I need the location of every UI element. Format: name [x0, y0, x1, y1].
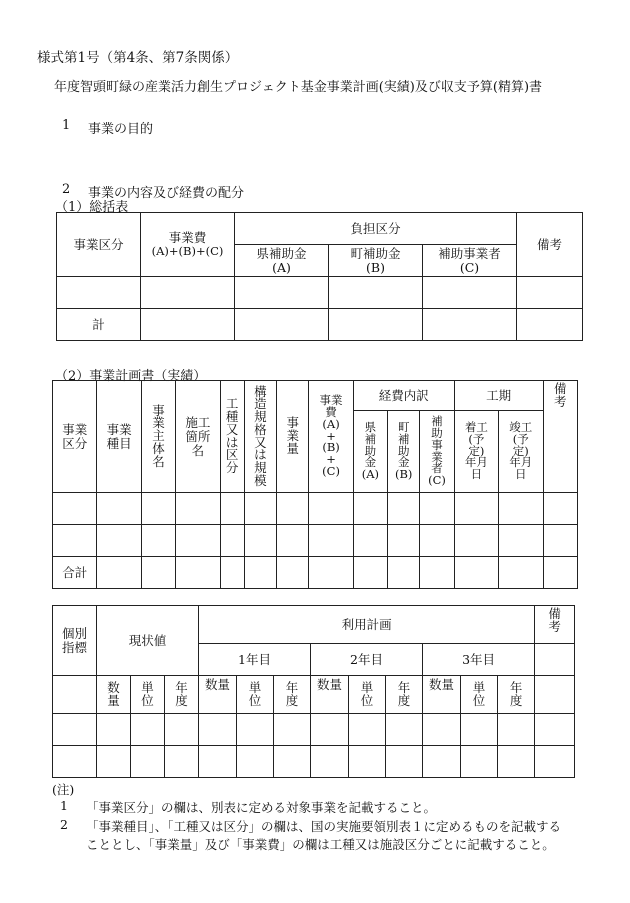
- header-jigyohi-label: 事業費: [168, 230, 207, 246]
- table-cell[interactable]: [388, 557, 420, 589]
- header-suryo: 数量: [199, 676, 237, 714]
- table-row: [53, 746, 575, 778]
- table-cell[interactable]: [423, 746, 461, 778]
- summary-table-caption: （1）総括表: [55, 200, 129, 215]
- header-jigyohi-formula: (A)+(B)+(C): [151, 244, 224, 259]
- table-cell[interactable]: [311, 746, 349, 778]
- header-jigyo-kubun: 事業 区分: [53, 381, 97, 493]
- table-cell[interactable]: [388, 493, 420, 525]
- header-year-1: 1年目: [199, 644, 311, 676]
- table-cell[interactable]: [461, 714, 498, 746]
- form-number-label: 様式第1号（第4条、第7条関係）: [37, 50, 239, 66]
- header-cho-hojokin: 町 補 助 金 (B): [388, 411, 420, 493]
- table-cell[interactable]: [329, 309, 423, 341]
- header-jigyohi: [141, 213, 235, 277]
- header-biko: 備 考: [543, 381, 577, 493]
- table-cell[interactable]: [454, 525, 498, 557]
- table-cell[interactable]: [53, 714, 97, 746]
- table-cell[interactable]: [141, 493, 175, 525]
- table-cell[interactable]: [388, 525, 420, 557]
- table-cell[interactable]: [353, 493, 387, 525]
- table-cell: [535, 676, 575, 714]
- table-cell[interactable]: [131, 746, 165, 778]
- note-2-text-line-2: こととし、「事業量」及び「事業費」の欄は工種又は施設区分ごとに記載すること。: [86, 837, 555, 852]
- header-shunko: 竣工 (予 定) 年月 日: [499, 411, 543, 493]
- table-cell[interactable]: [237, 714, 274, 746]
- table-cell[interactable]: [499, 557, 543, 589]
- header-jigyoryo: 事 業 量: [277, 381, 309, 493]
- header-biko: 備考: [517, 213, 583, 277]
- plan-table-caption: （2）事業計画書（実績）: [55, 369, 207, 384]
- header-jigyo-shumoku: 事業 種目: [97, 381, 141, 493]
- header-hojo-jigyosha: 補 助 事 業 者 (C): [420, 411, 454, 493]
- table-row: [57, 277, 583, 309]
- table-cell[interactable]: [244, 557, 276, 589]
- header-nendo: 年 度: [386, 676, 423, 714]
- table-cell[interactable]: [535, 714, 575, 746]
- header-cho-hojokin: [329, 245, 423, 277]
- header-cho-label: 町補助金: [350, 245, 401, 261]
- table-cell[interactable]: [97, 525, 141, 557]
- table-cell[interactable]: [311, 714, 349, 746]
- table-cell[interactable]: [141, 557, 175, 589]
- table-cell: [535, 644, 575, 676]
- header-genjo-chi: 現状値: [97, 606, 199, 676]
- table-cell[interactable]: [454, 493, 498, 525]
- header-biko: 備 考: [535, 606, 575, 644]
- table-cell[interactable]: [517, 309, 583, 341]
- section-1-number: 1: [62, 118, 71, 133]
- header-suryo: 数 量: [97, 676, 131, 714]
- header-year-2: 2年目: [311, 644, 423, 676]
- table-cell[interactable]: [309, 557, 353, 589]
- header-suryo: 数量: [423, 676, 461, 714]
- header-nendo: 年 度: [498, 676, 535, 714]
- header-hojo-jigyosha: [423, 245, 517, 277]
- header-tani: 単 位: [131, 676, 165, 714]
- table-cell[interactable]: [499, 493, 543, 525]
- total-label: 合計: [53, 557, 97, 589]
- header-seko-kasho: 施工 箇所 名: [176, 381, 220, 493]
- table-row: [53, 493, 578, 525]
- header-riyo-keikaku: 利用計画: [199, 606, 535, 644]
- table-cell[interactable]: [386, 746, 423, 778]
- table-cell[interactable]: [386, 714, 423, 746]
- table-cell[interactable]: [420, 493, 454, 525]
- table-cell[interactable]: [420, 525, 454, 557]
- header-tani: 単 位: [461, 676, 498, 714]
- header-keihi-uchiwake: 経費内訳: [353, 381, 454, 411]
- table-cell[interactable]: [199, 746, 237, 778]
- table-cell[interactable]: [244, 525, 276, 557]
- header-chakko: 着工 (予 定) 年月 日: [454, 411, 498, 493]
- table-cell[interactable]: [277, 493, 309, 525]
- header-kozo-kikaku: 構 造 規 格 又 は 規 模: [244, 381, 276, 493]
- table-cell[interactable]: [349, 714, 386, 746]
- table-cell[interactable]: [423, 309, 517, 341]
- table-cell[interactable]: [498, 714, 535, 746]
- header-jigyohi: 事業 費 (A) + (B) + (C): [309, 381, 353, 493]
- table-row: [53, 714, 575, 746]
- header-tani: 単 位: [349, 676, 386, 714]
- table-cell[interactable]: [277, 525, 309, 557]
- table-cell[interactable]: [353, 557, 387, 589]
- table-cell[interactable]: [517, 277, 583, 309]
- note-2-number: 2: [60, 817, 68, 832]
- total-label: 計: [57, 309, 141, 341]
- indicator-table: [52, 605, 575, 778]
- header-ken-hojokin: [235, 245, 329, 277]
- table-cell[interactable]: [329, 277, 423, 309]
- header-ken-hojokin: 県 補 助 金 (A): [353, 411, 387, 493]
- table-cell[interactable]: [420, 557, 454, 589]
- header-cho-code: (B): [366, 259, 385, 275]
- table-cell[interactable]: [199, 714, 237, 746]
- section-2-number: 2: [62, 182, 71, 197]
- table-cell[interactable]: [165, 746, 199, 778]
- table-cell[interactable]: [235, 277, 329, 309]
- table-cell[interactable]: [543, 493, 577, 525]
- table-cell[interactable]: [220, 493, 244, 525]
- note-1-number: 1: [60, 798, 68, 813]
- header-jigyo-shutai: 事 業 主 体 名: [141, 381, 175, 493]
- table-cell[interactable]: [131, 714, 165, 746]
- header-nendo: 年 度: [274, 676, 311, 714]
- header-ken-code: (A): [272, 259, 291, 275]
- table-cell[interactable]: [535, 746, 575, 778]
- table-cell[interactable]: [543, 557, 577, 589]
- table-cell[interactable]: [235, 309, 329, 341]
- table-cell[interactable]: [53, 746, 97, 778]
- header-tani: 単 位: [237, 676, 274, 714]
- table-cell[interactable]: [220, 557, 244, 589]
- header-jigyosha-label: 補助事業者: [438, 245, 501, 261]
- note-1-text: 「事業区分」の欄は、別表に定める対象事業を記載すること。: [86, 800, 437, 815]
- table-cell[interactable]: [176, 557, 220, 589]
- table-cell[interactable]: [309, 493, 353, 525]
- table-cell[interactable]: [274, 714, 311, 746]
- table-cell[interactable]: [461, 746, 498, 778]
- table-cell[interactable]: [244, 493, 276, 525]
- table-cell[interactable]: [220, 525, 244, 557]
- table-cell[interactable]: [141, 277, 235, 309]
- table-cell[interactable]: [97, 714, 131, 746]
- header-jigyosha-code: (C): [459, 259, 480, 275]
- table-cell[interactable]: [57, 277, 141, 309]
- table-cell[interactable]: [274, 746, 311, 778]
- table-cell[interactable]: [176, 493, 220, 525]
- header-futan-kubun: 負担区分: [235, 213, 517, 245]
- header-kobetsu-shihyo: 個別 指標: [53, 606, 97, 676]
- table-cell[interactable]: [97, 493, 141, 525]
- section-1-heading: 事業の目的: [88, 122, 154, 137]
- table-cell[interactable]: [423, 277, 517, 309]
- header-nendo: 年 度: [165, 676, 199, 714]
- table-cell[interactable]: [53, 525, 97, 557]
- total-row: [57, 309, 583, 341]
- header-koki: 工期: [454, 381, 543, 411]
- table-cell: [53, 676, 97, 714]
- document-title: 年度智頭町緑の産業活力創生プロジェクト基金事業計画(実績)及び収支予算(精算)書: [54, 80, 543, 95]
- table-cell[interactable]: [423, 714, 461, 746]
- table-cell[interactable]: [543, 525, 577, 557]
- header-jigyo-kubun: 事業区分: [57, 213, 141, 277]
- summary-table: [56, 212, 583, 341]
- section-2-heading: 事業の内容及び経費の配分: [88, 186, 245, 201]
- table-cell[interactable]: [165, 714, 199, 746]
- table-cell[interactable]: [349, 746, 386, 778]
- table-cell[interactable]: [454, 557, 498, 589]
- notes-heading: (注): [52, 782, 75, 797]
- header-year-3: 3年目: [423, 644, 535, 676]
- table-cell[interactable]: [97, 746, 131, 778]
- table-row: [53, 525, 578, 557]
- header-suryo: 数量: [311, 676, 349, 714]
- table-cell[interactable]: [309, 525, 353, 557]
- table-cell[interactable]: [176, 525, 220, 557]
- header-koshu-kubun: 工 種 又 は 区 分: [220, 381, 244, 493]
- table-cell[interactable]: [53, 493, 97, 525]
- table-cell[interactable]: [97, 557, 141, 589]
- table-cell[interactable]: [141, 525, 175, 557]
- table-cell[interactable]: [498, 746, 535, 778]
- note-2-text-line-1: 「事業種目」、「工種又は区分」の欄は、国の実施要領別表１に定めるものを記載する: [86, 819, 562, 834]
- table-cell[interactable]: [353, 525, 387, 557]
- header-ken-label: 県補助金: [256, 245, 307, 261]
- table-cell[interactable]: [499, 525, 543, 557]
- business-plan-table: [52, 380, 578, 589]
- table-cell[interactable]: [237, 746, 274, 778]
- table-cell[interactable]: [277, 557, 309, 589]
- total-row: [53, 557, 578, 589]
- table-cell[interactable]: [141, 309, 235, 341]
